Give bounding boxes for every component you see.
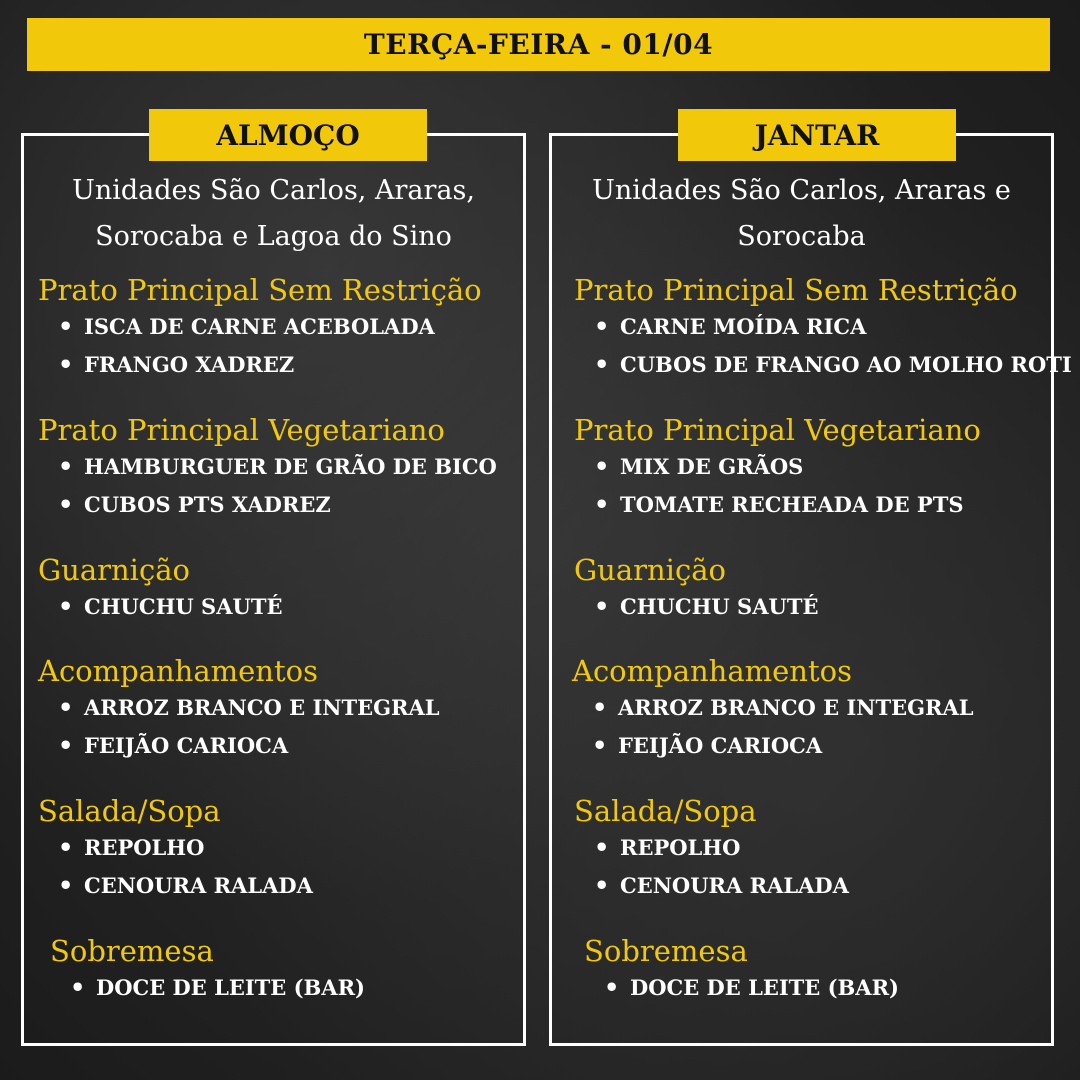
section-title: Prato Principal Vegetariano [38,413,445,447]
lunch-header-label: ALMOÇO [216,118,360,152]
section-title: Salada/Sopa [574,794,757,828]
lunch-header [149,109,427,161]
list-item: • REPOLHO [574,829,1045,867]
dinner-section-dessert [584,933,1045,1007]
list-item: • CARNE MOÍDA RICA [574,308,1045,346]
list-item: • FEIJÃO CARIOCA [572,727,1045,765]
dinner-units-line2: Sorocaba [737,221,866,252]
list-item: • ARROZ BRANCO E INTEGRAL [38,689,517,727]
list-item: • FEIJÃO CARIOCA [38,727,517,765]
section-title: Acompanhamentos [38,654,318,688]
day-title-banner [27,18,1050,71]
section-title: Prato Principal Sem Restrição [38,273,482,307]
dinner-section-sides [572,653,1045,765]
dinner-section-garnish [574,552,1045,626]
list-item: • MIX DE GRÃOS [574,448,1045,486]
list-item: • REPOLHO [38,829,517,867]
dinner-panel [549,118,1072,1046]
lunch-units [24,168,523,260]
section-title: Guarnição [574,553,726,587]
dinner-section-vegetarian [574,412,1045,524]
list-item: • TOMATE RECHEADA DE PTS [574,486,1045,524]
day-title: TERÇA-FEIRA - 01/04 [363,28,714,61]
lunch-panel [21,118,526,1046]
dinner-header-label: JANTAR [754,118,880,152]
list-item: • CHUCHU SAUTÉ [38,588,517,626]
list-item: • DOCE DE LEITE (BAR) [50,969,517,1007]
dinner-units-line1: Unidades São Carlos, Araras e [592,175,1011,206]
dinner-section-salad [574,793,1045,905]
section-title: Guarnição [38,553,190,587]
list-item: • CUBOS DE FRANGO AO MOLHO ROTI [574,346,1045,384]
list-item: • CHUCHU SAUTÉ [574,588,1045,626]
section-title: Acompanhamentos [572,654,852,688]
section-title: Sobremesa [50,934,214,968]
section-title: Prato Principal Vegetariano [574,413,981,447]
lunch-units-line1: Unidades São Carlos, Araras, [72,175,475,206]
section-title: Salada/Sopa [38,794,221,828]
lunch-section-sides [38,653,517,765]
list-item: • CENOURA RALADA [574,867,1045,905]
lunch-section-dessert [50,933,517,1007]
lunch-section-main [38,272,517,384]
dinner-section-main [574,272,1072,384]
lunch-units-line2: Sorocaba e Lagoa do Sino [95,221,452,252]
list-item: • DOCE DE LEITE (BAR) [584,969,1045,1007]
list-item: • CUBOS PTS XADREZ [38,486,517,524]
list-item: • ISCA DE CARNE ACEBOLADA [38,308,517,346]
list-item: • CENOURA RALADA [38,867,517,905]
section-title: Prato Principal Sem Restrição [574,273,1018,307]
lunch-section-vegetarian [38,412,517,524]
lunch-section-salad [38,793,517,905]
list-item: • HAMBURGUER DE GRÃO DE BICO [38,448,517,486]
dinner-header [678,109,956,161]
list-item: • FRANGO XADREZ [38,346,517,384]
lunch-section-garnish [38,552,517,626]
section-title: Sobremesa [584,934,748,968]
list-item: • ARROZ BRANCO E INTEGRAL [572,689,1045,727]
dinner-units [552,168,1051,260]
